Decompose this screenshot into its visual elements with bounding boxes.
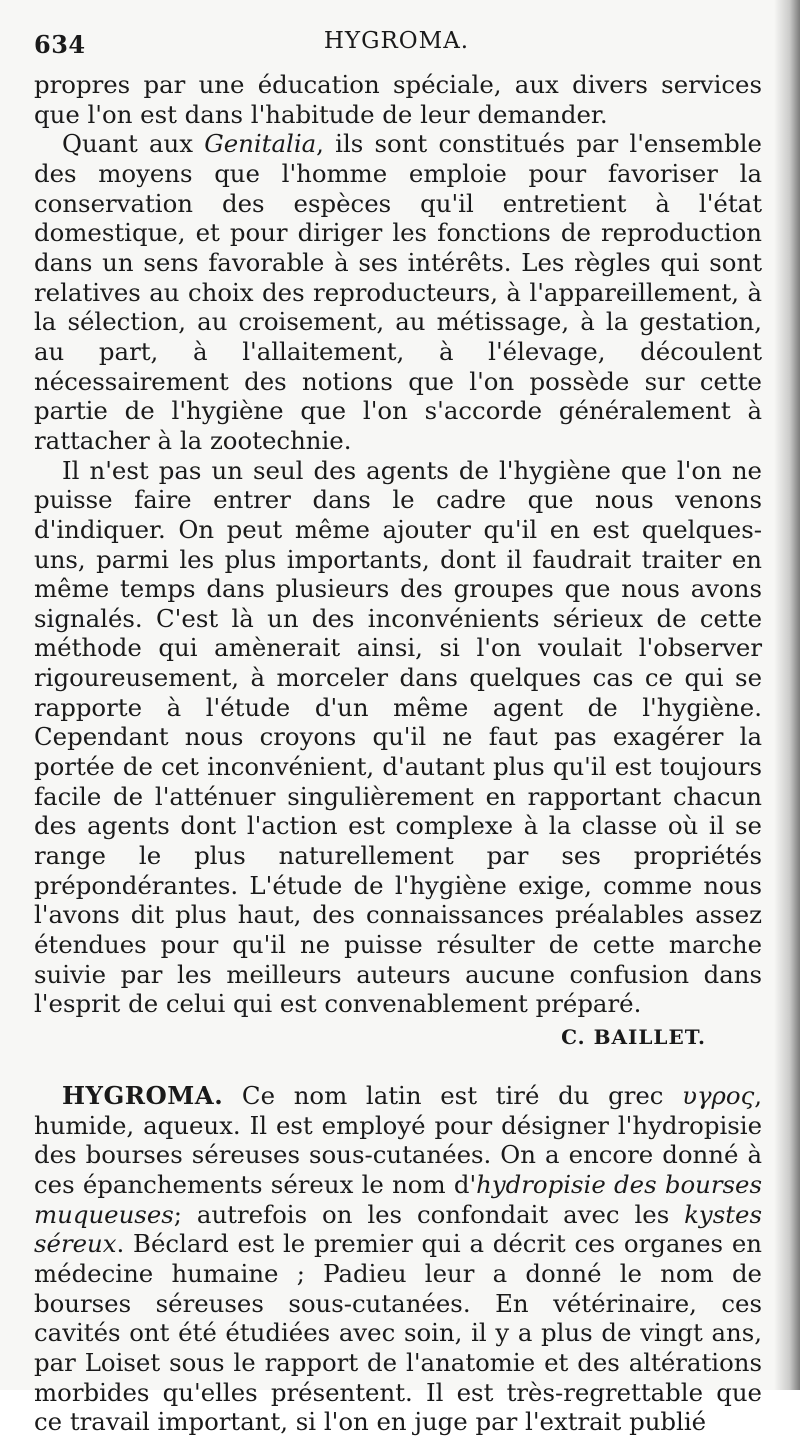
entry-text: Ce nom latin est tiré du grec [223,1081,683,1110]
dictionary-entry-hygroma [34,1081,762,1437]
author-signature: C. BAILLET. [561,1025,706,1049]
running-head [34,24,759,60]
entry-text: , humide, aqueux. Il est employé pour désigner l'hydropisie des bourses séreuses sous-cutanées. On a encore donné à ces épanchements séreux le nom d' [34,1081,762,1199]
running-title: HYGROMA. [323,28,470,54]
italic-term: kystes séreux [34,1199,762,1259]
paragraph-continuation: propres par une éducation spéciale, aux divers services que l'on est dans l'habitude de leur demander. [34,70,762,129]
italic-term: hydropisie des bourses muqueuses [34,1169,762,1229]
paragraph-genitalia [34,129,762,455]
entry-text: ; autrefois on les confondait avec les [173,1199,685,1229]
greek-word: υγρος [682,1081,755,1110]
paragraph-text: , ils sont constitués par l'ensemble des moyens que l'homme emploie pour favoriser la conservation des espèces qu'il entretient à l'état domestique, et pour diriger les fonctions de reproduction dans un sens favorable à ses intérêts. Les règles qui sont relatives au choix des reproducteurs, à l'appareillement, à la sélection, au croisement, au métissage, à la gestation, au part, à l'allaitement, à l'élevage, découlent nécessairement des notions que l'on possède sur cette partie de l'hygiène que l'on s'accorde généralement à rattacher à la zootechnie. [34,129,762,455]
paragraph-agents: Il n'est pas un seul des agents de l'hygiène que l'on ne puisse faire entrer dans le cadre que nous venons d'indiquer. On peut même ajouter qu'il en est quelques-uns, parmi les plus importants, dont il faudrait traiter en même temps dans plusieurs des groupes que nous avons signalés. C'est là un des inconvénients sérieux de cette méthode qui amènerait ainsi, si l'on voulait l'observer rigoureusement, à morceler dans quelques cas ce qui se rapporte à l'étude d'un même agent de l'hygiène. Cependant nous croyons qu'il ne faut pas exagérer la portée de cet inconvénient, d'autant plus qu'il est toujours facile de l'atténuer singulièrement en rapportant chacun des agents dont l'action est complexe à la classe où il se range le plus naturellement par ses propriétés prépondérantes. L'étude de l'hygiène exige, comme nous l'avons dit plus haut, des connaissances préalables assez étendues pour qu'il ne puisse résulter de cette marche suivie par les meilleurs auteurs aucune confusion dans l'esprit de celui qui est convenablement préparé. [34,455,762,1019]
entry-headword: HYGROMA. [62,1081,224,1110]
text-column [34,70,762,1437]
page-number: 634 [34,30,86,59]
page-spine-shadow [774,0,800,1390]
italic-term: Genitalia [204,129,317,159]
paragraph-text: Quant aux [62,129,205,159]
entry-text: . Béclard est le premier qui a décrit ces organes en médecine humaine ; Padieu leur a donné le nom de bourses séreuses sous-cutanées. En vétérinaire, ces cavités ont été étudiées avec soin, il y a plus de vingt ans, par Loiset sous le rapport de l'anatomie et des altérations morbides qu'elles présentent. Il est très-regrettable que ce travail important, si l'on en juge par l'extrait publié [34,1229,762,1437]
